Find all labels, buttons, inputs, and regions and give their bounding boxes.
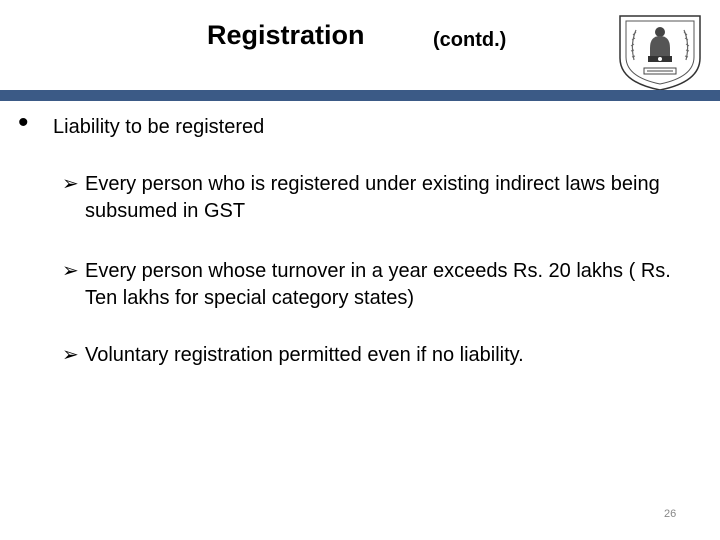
arrow-bullet-icon: ➢ xyxy=(62,173,79,195)
sub-bullet-item xyxy=(62,258,702,312)
page-number: 26 xyxy=(664,508,677,520)
slide-title: Registration xyxy=(207,20,365,50)
main-bullet-heading: Liability to be registered xyxy=(53,116,265,138)
sub-bullet-text: Every person who is registered under existing indirect laws being subsumed in GST xyxy=(85,173,660,222)
slide-subtitle: (contd.) xyxy=(433,29,507,51)
sub-bullet-item xyxy=(62,171,702,225)
arrow-bullet-icon: ➢ xyxy=(62,260,79,282)
arrow-bullet-icon: ➢ xyxy=(62,344,79,366)
sub-bullet-item xyxy=(62,342,702,369)
main-bullet: • xyxy=(18,106,29,139)
emblem-seal-icon xyxy=(612,12,708,92)
sub-bullet-text: Voluntary registration permitted even if no liability. xyxy=(85,344,524,366)
header-divider xyxy=(0,90,720,101)
sub-bullet-text: Every person whose turnover in a year exceeds Rs. 20 lakhs ( Rs. Ten lakhs for special category states) xyxy=(85,260,671,309)
